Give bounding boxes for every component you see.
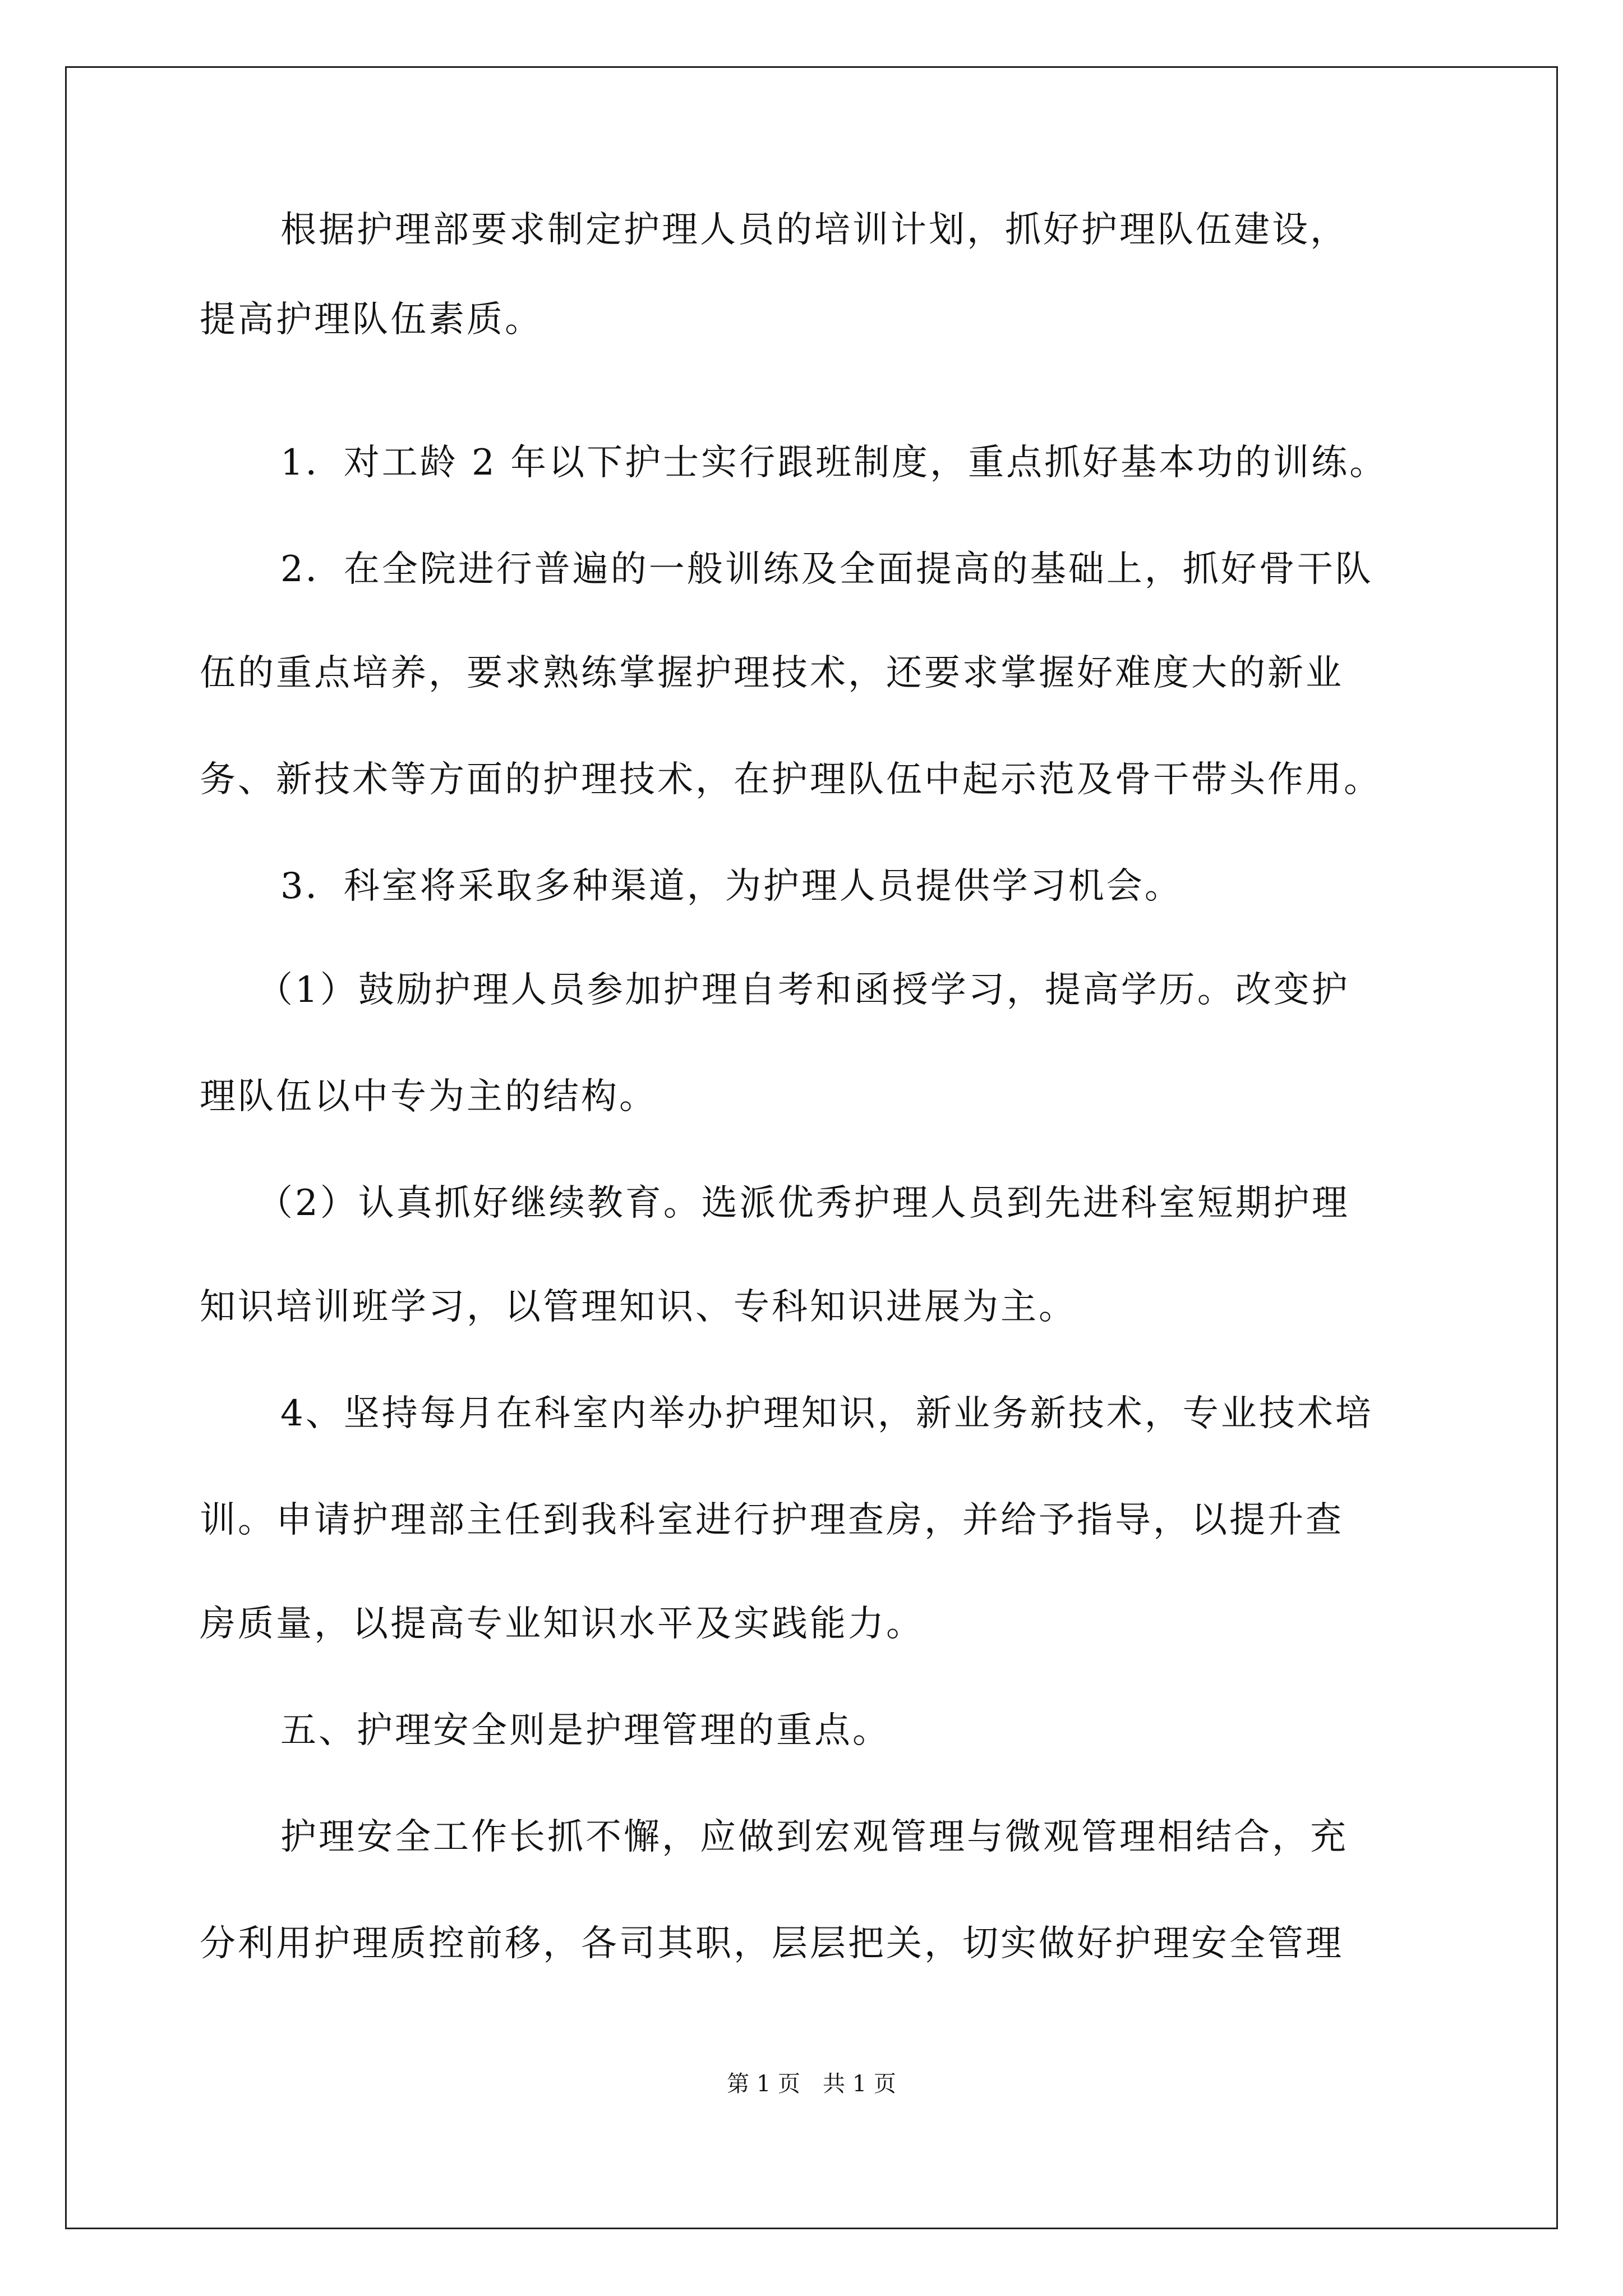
paragraph-line: 训。申请护理部主任到我科室进行护理查房，并给予指导，以提升查 <box>200 1499 1344 1541</box>
paragraph-line: 3．科室将采取多种渠道，为护理人员提供学习机会。 <box>280 866 1183 907</box>
page-border <box>65 66 1558 2229</box>
paragraph-line: 4、坚持每月在科室内举办护理知识，新业务新技术，专业技术培 <box>280 1393 1373 1434</box>
paragraph-line: 2．在全院进行普遍的一般训练及全面提高的基础上，抓好骨干队 <box>280 549 1373 590</box>
paragraph-line: （1）鼓励护理人员参加护理自考和函授学习，提高学历。改变护 <box>257 969 1350 1011</box>
paragraph-line: 理队伍以中专为主的结构。 <box>200 1076 657 1117</box>
paragraph-line: 提高护理队伍素质。 <box>200 299 543 341</box>
paragraph-line: 五、护理安全则是护理管理的重点。 <box>280 1710 891 1751</box>
paragraph-line: 务、新技术等方面的护理技术，在护理队伍中起示范及骨干带头作用。 <box>200 759 1382 800</box>
paragraph-line: 护理安全工作长抓不懈，应做到宏观管理与微观管理相结合，充 <box>280 1816 1348 1858</box>
page-number-footer: 第 1 页 共 1 页 <box>727 2071 896 2097</box>
paragraph-line: （2）认真抓好继续教育。选派优秀护理人员到先进科室短期护理 <box>257 1182 1350 1224</box>
paragraph-line: 根据护理部要求制定护理人员的培训计划，抓好护理队伍建设， <box>280 209 1348 251</box>
paragraph-line: 知识培训班学习，以管理知识、专科知识进展为主。 <box>200 1286 1077 1328</box>
paragraph-line: 1．对工龄 2 年以下护士实行跟班制度，重点抓好基本功的训练。 <box>280 442 1388 484</box>
paragraph-line: 房质量，以提高专业知识水平及实践能力。 <box>200 1603 924 1645</box>
paragraph-line: 伍的重点培养，要求熟练掌握护理技术，还要求掌握好难度大的新业 <box>200 652 1344 694</box>
paragraph-line: 分利用护理质控前移，各司其职，层层把关，切实做好护理安全管理 <box>200 1923 1344 1964</box>
